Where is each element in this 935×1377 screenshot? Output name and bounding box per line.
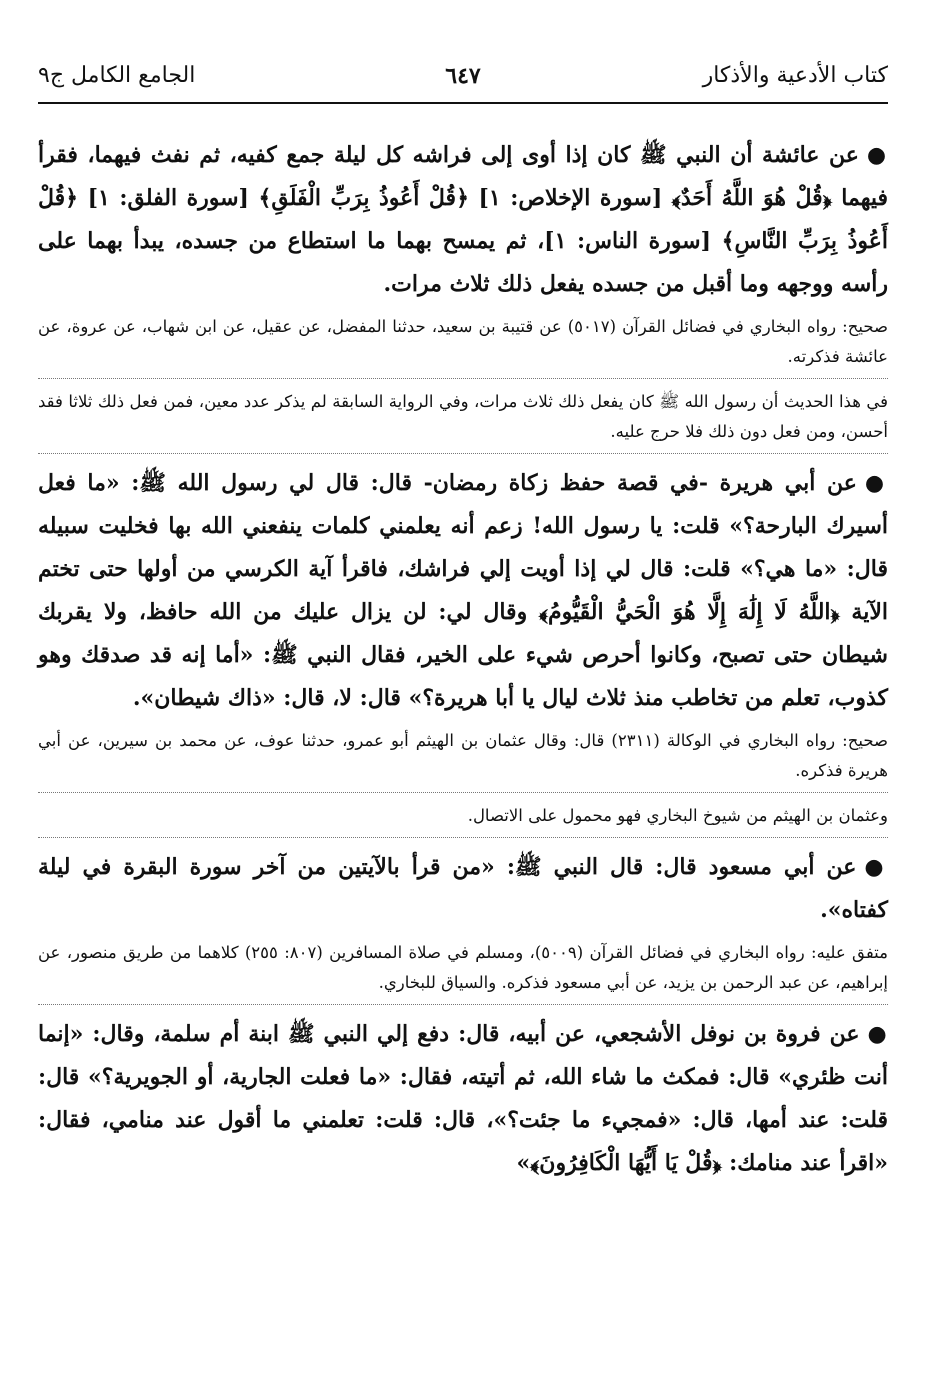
commentary-note: وعثمان بن الهيثم من شيوخ البخاري فهو محمول على الاتصال. <box>38 801 888 838</box>
hadith-text: عن عائشة أن النبي ﷺ كان إذا أوى إلى فراشه كل ليلة جمع كفيه، ثم نفث فيهما، فقرأ فيهما ﴿قُلْ هُوَ اللَّهُ أَحَدٌ﴾ [سورة الإخلاص: ١] ﴿قُلْ أَعُوذُ بِرَبِّ الْفَلَقِ﴾ [سورة الفلق: ١] ﴿قُلْ أَعُوذُ بِرَبِّ النَّاسِ﴾ [سورة الناس: ١]، ثم يمسح بهما ما استطاع من جسده، يبدأ بهما على رأسه ووجهه وما أقبل من جسده يفعل ذلك ثلاث مرات. <box>38 142 888 297</box>
hadith-text: عن فروة بن نوفل الأشجعي، عن أبيه، قال: دفع إلي النبي ﷺ ابنة أم سلمة، وقال: «إنما أنت ظئري» قال: فمكث ما شاء الله، ثم أتيته، فقال: «ما فعلت الجارية، أو الجويرية؟» قال: قلت: عند أمها، قال: «فمجيء ما جئت؟»، قال: قلت: تعلمني ما أقول عند منامي، فقال: «اقرأ عند منامك: ﴿قُلْ يَا أَيُّهَا الْكَافِرُونَ﴾» <box>38 1021 888 1176</box>
hadith-paragraph <box>38 846 888 932</box>
hadith-paragraph <box>38 1013 888 1185</box>
page-header <box>38 56 888 96</box>
commentary-note: في هذا الحديث أن رسول الله ﷺ كان يفعل ذلك ثلاث مرات، وفي الرواية السابقة لم يذكر عدد معين، فمن فعل ذلك ثلاثا فقد أحسن، ومن فعل دون ذلك فلا حرج عليه. <box>38 387 888 454</box>
takhrij-note: صحيح: رواه البخاري في الوكالة (٢٣١١) قال: وقال عثمان بن الهيثم أبو عمرو، حدثنا عوف، عن محمد بن سيرين، عن أبي هريرة فذكره. <box>38 726 888 793</box>
running-head-series-title: الجامع الكامل ج٩ <box>38 63 196 88</box>
page-content <box>38 134 888 1191</box>
running-head-book-title: كتاب الأدعية والأذكار <box>702 63 888 88</box>
bullet-icon: ● <box>864 854 888 880</box>
header-rule <box>38 102 888 104</box>
hadith-text: عن أبي هريرة -في قصة حفظ زكاة رمضان- قال: قال لي رسول الله ﷺ: «ما فعل أسيرك البارحة؟» قلت: يا رسول الله! زعم أنه يعلمني كلمات ينفعني الله بها فخليت سبيله قال: «ما هي؟» قلت: قال لي إذا أويت إلي فراشك، فاقرأ آية الكرسي من أولها حتى تختم الآية ﴿اللَّهُ لَا إِلَٰهَ إِلَّا هُوَ الْحَيُّ الْقَيُّومُ﴾ وقال لي: لن يزال عليك من الله حافظ، ولا يقربك شيطان حتى تصبح، وكانوا أحرص شيء على الخير، فقال النبي ﷺ: «أما إنه قد صدقك وهو كذوب، تعلم من تخاطب منذ ثلاث ليال يا أبا هريرة؟» قال: لا، قال: «ذاك شيطان». <box>38 470 888 711</box>
bullet-icon: ● <box>864 470 888 496</box>
page-number: ٦٤٧ <box>445 63 481 89</box>
hadith-text: عن أبي مسعود قال: قال النبي ﷺ: «من قرأ بالآيتين من آخر سورة البقرة في ليلة كفتاه». <box>38 854 888 923</box>
bullet-icon: ● <box>866 142 888 168</box>
hadith-paragraph <box>38 462 888 720</box>
hadith-paragraph <box>38 134 888 306</box>
book-page <box>38 56 888 1176</box>
takhrij-note: متفق عليه: رواه البخاري في فضائل القرآن (٥٠٠٩)، ومسلم في صلاة المسافرين (٨٠٧: ٢٥٥) كلاهما من طريق منصور، عن إبراهيم، عن عبد الرحمن بن يزيد، عن أبي مسعود فذكره. والسياق للبخاري. <box>38 938 888 1005</box>
bullet-icon: ● <box>867 1021 888 1047</box>
takhrij-note: صحيح: رواه البخاري في فضائل القرآن (٥٠١٧) عن قتيبة بن سعيد، حدثنا المفضل، عن عقيل، عن ابن شهاب، عن عروة، عن عائشة فذكرته. <box>38 312 888 379</box>
